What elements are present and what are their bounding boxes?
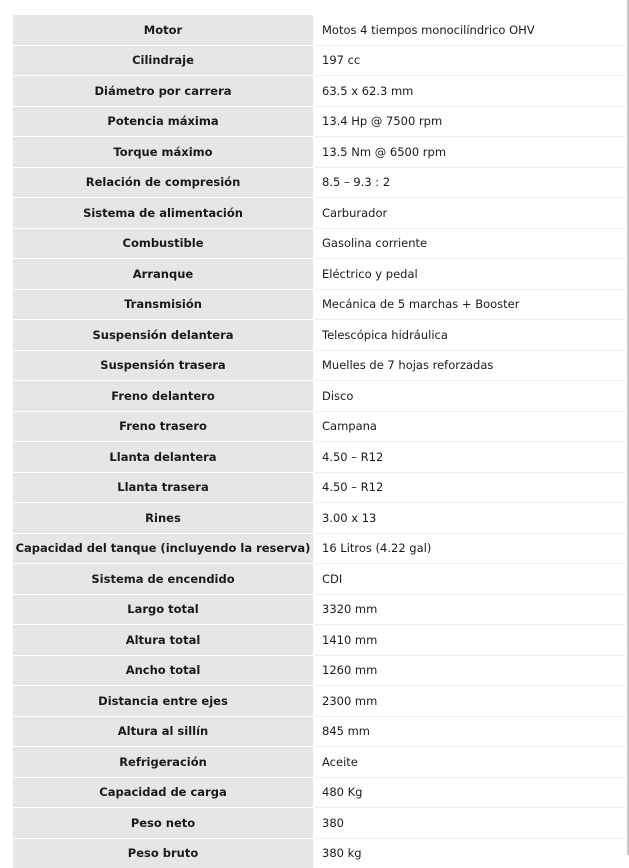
spec-value: Muelles de 7 hojas reforzadas xyxy=(314,350,626,381)
spec-row xyxy=(13,533,625,564)
spec-label: Altura al sillín xyxy=(13,716,314,747)
spec-value: Gasolina corriente xyxy=(314,228,626,259)
spec-row xyxy=(13,503,625,534)
spec-value: CDI xyxy=(314,564,626,595)
spec-label: Freno trasero xyxy=(13,411,314,442)
spec-row xyxy=(13,137,625,168)
spec-value: Motos 4 tiempos monocilíndrico OHV xyxy=(314,15,626,45)
spec-row xyxy=(13,289,625,320)
spec-label: Suspensión delantera xyxy=(13,320,314,351)
spec-label: Potencia máxima xyxy=(13,106,314,137)
spec-label: Distancia entre ejes xyxy=(13,686,314,717)
spec-row xyxy=(13,411,625,442)
spec-value: Aceite xyxy=(314,747,626,778)
spec-label: Ancho total xyxy=(13,655,314,686)
spec-value: Mecánica de 5 marchas + Booster xyxy=(314,289,626,320)
spec-value: 480 Kg xyxy=(314,777,626,808)
spec-row xyxy=(13,106,625,137)
spec-label: Relación de compresión xyxy=(13,167,314,198)
spec-value: 1410 mm xyxy=(314,625,626,656)
spec-value: 4.50 – R12 xyxy=(314,442,626,473)
spec-label: Cilindraje xyxy=(13,45,314,76)
spec-row xyxy=(13,655,625,686)
spec-label: Refrigeración xyxy=(13,747,314,778)
spec-row xyxy=(13,167,625,198)
spec-value: 63.5 x 62.3 mm xyxy=(314,76,626,107)
spec-label: Altura total xyxy=(13,625,314,656)
spec-value: 845 mm xyxy=(314,716,626,747)
spec-value: Telescópica hidráulica xyxy=(314,320,626,351)
spec-row xyxy=(13,45,625,76)
spec-row xyxy=(13,350,625,381)
spec-value: 2300 mm xyxy=(314,686,626,717)
spec-label: Sistema de encendido xyxy=(13,564,314,595)
spec-table-body xyxy=(13,15,625,868)
spec-row xyxy=(13,808,625,839)
spec-value: 3.00 x 13 xyxy=(314,503,626,534)
spec-label: Transmisión xyxy=(13,289,314,320)
spec-row xyxy=(13,777,625,808)
spec-value: 13.4 Hp @ 7500 rpm xyxy=(314,106,626,137)
spec-row xyxy=(13,76,625,107)
spec-value: 16 Litros (4.22 gal) xyxy=(314,533,626,564)
spec-row xyxy=(13,259,625,290)
spec-label: Llanta trasera xyxy=(13,472,314,503)
spec-row xyxy=(13,198,625,229)
spec-value: 380 kg xyxy=(314,838,626,868)
spec-label: Llanta delantera xyxy=(13,442,314,473)
spec-label: Peso bruto xyxy=(13,838,314,868)
spec-value: 8.5 – 9.3 : 2 xyxy=(314,167,626,198)
spec-label: Motor xyxy=(13,15,314,45)
spec-row xyxy=(13,228,625,259)
spec-label: Sistema de alimentación xyxy=(13,198,314,229)
spec-label: Suspensión trasera xyxy=(13,350,314,381)
spec-row xyxy=(13,15,625,45)
spec-row xyxy=(13,320,625,351)
spec-value: Disco xyxy=(314,381,626,412)
spec-row xyxy=(13,381,625,412)
spec-label: Diámetro por carrera xyxy=(13,76,314,107)
spec-row xyxy=(13,716,625,747)
spec-table xyxy=(13,15,625,868)
spec-value: 1260 mm xyxy=(314,655,626,686)
spec-label: Capacidad de carga xyxy=(13,777,314,808)
spec-row xyxy=(13,564,625,595)
spec-row xyxy=(13,747,625,778)
spec-row xyxy=(13,442,625,473)
spec-value: 380 xyxy=(314,808,626,839)
spec-value: 13.5 Nm @ 6500 rpm xyxy=(314,137,626,168)
spec-row xyxy=(13,686,625,717)
spec-value: 197 cc xyxy=(314,45,626,76)
spec-value: Eléctrico y pedal xyxy=(314,259,626,290)
spec-label: Rines xyxy=(13,503,314,534)
spec-label: Largo total xyxy=(13,594,314,625)
spec-value: Campana xyxy=(314,411,626,442)
spec-value: 3320 mm xyxy=(314,594,626,625)
spec-row xyxy=(13,625,625,656)
spec-row xyxy=(13,472,625,503)
spec-row xyxy=(13,594,625,625)
spec-value: 4.50 – R12 xyxy=(314,472,626,503)
spec-label: Capacidad del tanque (incluyendo la reserva) xyxy=(13,533,314,564)
spec-label: Torque máximo xyxy=(13,137,314,168)
spec-label: Freno delantero xyxy=(13,381,314,412)
spec-label: Combustible xyxy=(13,228,314,259)
spec-label: Arranque xyxy=(13,259,314,290)
spec-value: Carburador xyxy=(314,198,626,229)
spec-row xyxy=(13,838,625,868)
spec-label: Peso neto xyxy=(13,808,314,839)
